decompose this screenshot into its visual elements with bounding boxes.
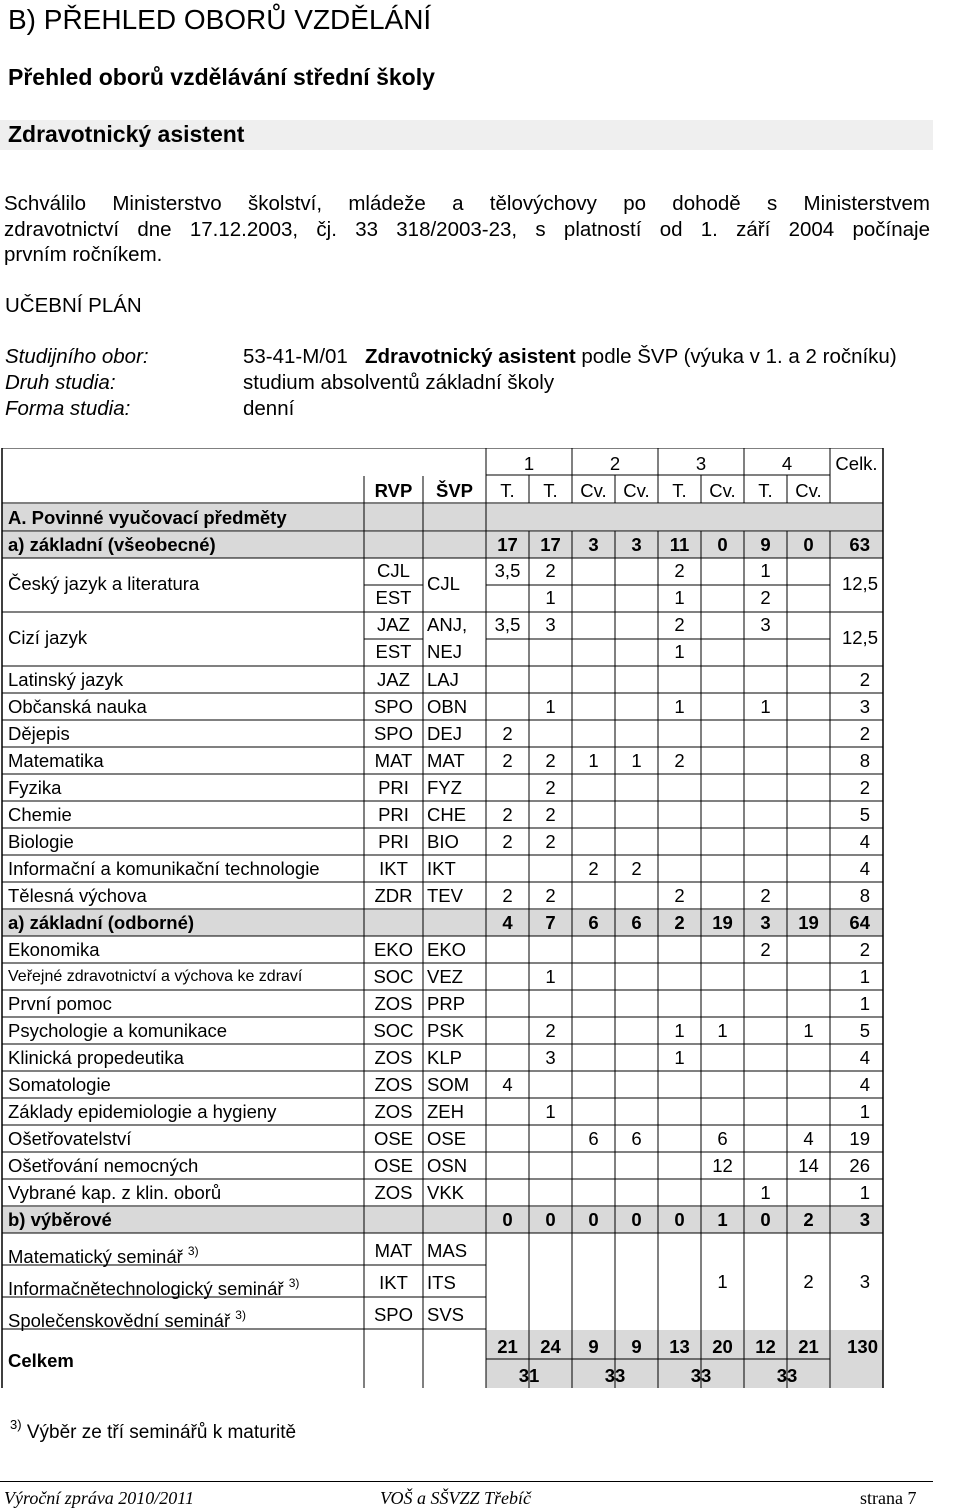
row-label: Tělesná výchova [8,885,147,906]
value-cell: 2 [502,723,513,744]
svp-code: NEJ [427,641,462,662]
value-cell: 3 [760,912,771,933]
obor-value [243,345,897,369]
value-cell: 2 [760,587,771,608]
svp-code: ZEH [427,1101,464,1122]
rvp-code: ZOS [374,1074,413,1095]
row-label: Chemie [8,804,72,825]
sub-header: T. [758,480,773,501]
rvp-code: ZOS [374,1047,413,1068]
value-cell: 6 [588,1128,599,1149]
rvp-code: PRI [378,777,409,798]
value-cell: 1 [760,560,771,581]
total-header: Celk. [835,453,878,474]
row-label: Klinická propedeutika [8,1047,184,1068]
rvp-code: JAZ [377,614,410,635]
value-cell: 2 [545,560,556,581]
svp-code: BIO [427,831,459,852]
footer-left: Výroční zpráva 2010/2011 [4,1488,194,1508]
seminar-label [8,1273,299,1299]
row-total: 4 [859,1047,870,1068]
value-cell: 4 [803,1128,814,1149]
rvp-code: OSE [373,1155,414,1176]
svp-code: MAS [427,1240,468,1261]
rvp-code: EST [375,587,412,608]
footer-right: strana 7 [860,1488,917,1508]
year-total: 31 [518,1365,540,1386]
rvp-code: SOC [373,966,414,987]
footer-center: VOŠ a SŠVZZ Třebíč [380,1488,531,1508]
value-cell: 2 [545,804,556,825]
value-cell: 2 [502,804,513,825]
value-cell: 13 [669,1336,690,1357]
value-cell: 2 [803,1209,814,1230]
value-cell: 7 [545,912,556,933]
row-label: Biologie [8,831,74,852]
footnote-mark: 3) [10,1417,22,1432]
year-total: 33 [604,1365,626,1386]
row-total: 8 [859,885,870,906]
value-cell: 0 [760,1209,771,1230]
year-header: 3 [695,453,707,474]
row-total: 12,5 [841,627,878,648]
row-label: Vybrané kap. z klin. oborů [8,1182,222,1203]
year-total: 33 [690,1365,712,1386]
obor-code: 53-41-M/01 [243,345,348,368]
svp-code: OBN [427,696,468,717]
rvp-code: SPO [373,696,414,717]
year-header: 2 [609,453,621,474]
rvp-code: ZOS [374,1182,413,1203]
sub-header: T. [672,480,687,501]
svp-header: ŠVP [435,480,474,501]
svp-code: SVS [427,1304,465,1325]
value-cell: 3 [631,534,642,555]
druh-label: Druh studia: [5,371,116,394]
svp-code: FYZ [427,777,462,798]
row-label: Informační a komunikační technologie [8,858,320,879]
row-total: 1 [859,1101,870,1122]
value-cell: 0 [803,534,814,555]
svp-code: PSK [427,1020,465,1041]
approval-line: zdravotnictví dne 17.12.2003, čj. 33 318/2003-23, s platností od 1. září 2004 počínaje [4,217,930,241]
rvp-code: MAT [374,1240,413,1261]
row-total: 2 [859,669,870,690]
svp-code: VEZ [427,966,463,987]
row-total: 3 [859,696,870,717]
seminar-label [8,1241,199,1267]
value-cell: 1 [674,1047,685,1068]
rvp-code: CJL [377,560,410,581]
row-total: 5 [859,804,870,825]
svp-code: OSN [427,1155,468,1176]
row-label: Dějepis [8,723,70,744]
row-label: Veřejné zdravotnictví a výchova ke zdraví [8,968,303,985]
row-label: První pomoc [8,993,112,1014]
sub-header: Cv. [709,480,736,501]
svp-code: ITS [427,1272,456,1293]
value-cell: 0 [588,1209,599,1230]
value-cell: 1 [545,696,556,717]
sub-header: Cv. [580,480,607,501]
row-total: 1 [859,1182,870,1203]
value-cell: 2 [674,885,685,906]
grand-total: 130 [847,1336,878,1357]
rvp-code: EKO [373,939,414,960]
value-cell: 2 [674,912,685,933]
value-cell: 1 [631,750,642,771]
value-cell: 17 [497,534,518,555]
svp-code: EKO [427,939,467,960]
value-cell: 1 [588,750,599,771]
value-cell: 2 [631,858,642,879]
forma-label: Forma studia: [5,397,131,420]
page-title: B) PŘEHLED OBORŮ VZDĚLÁNÍ [8,4,432,35]
value-cell: 3 [545,1047,556,1068]
rvp-code: PRI [378,831,409,852]
row-label: b) výběrové [8,1209,112,1230]
value-cell: 1 [717,1209,728,1230]
row-total: 19 [849,1128,870,1149]
value-cell: 6 [631,1128,642,1149]
row-label: Latinský jazyk [8,669,124,690]
svp-code: OSE [427,1128,467,1149]
value-cell: 6 [588,912,599,933]
row-label: Matematika [8,750,104,771]
seminar-name: Informačnětechnologický seminář [8,1278,284,1299]
row-total: 63 [849,534,870,555]
seminar-name: Společenskovědní seminář [8,1310,231,1331]
svp-code: SOM [427,1074,470,1095]
row-label: Základy epidemiologie a hygieny [8,1101,277,1122]
value-cell: 1 [545,966,556,987]
value-cell: 2 [545,750,556,771]
sub-header: T. [543,480,558,501]
row-label: Somatologie [8,1074,111,1095]
rvp-code: EST [375,641,412,662]
value-cell: 24 [540,1336,561,1357]
row-total: 64 [849,912,870,933]
row-label: a) základní (odborné) [8,912,195,933]
value-cell: 3 [545,614,556,635]
row-total: 2 [859,777,870,798]
svp-code: IKT [427,858,456,879]
sub-header: Cv. [795,480,822,501]
obor-suffix: podle ŠVP (výuka v 1. a 2 ročníku) [581,345,897,368]
value-cell: 6 [717,1128,728,1149]
value-cell: 0 [631,1209,642,1230]
row-total: 12,5 [841,573,878,594]
value-cell: 2 [760,939,771,960]
plan-heading: UČEBNÍ PLÁN [5,294,142,317]
value-cell: 1 [717,1271,728,1292]
section-title: Zdravotnický asistent [8,121,245,147]
svp-code: CJL [427,573,460,594]
rvp-code: MAT [374,750,413,771]
druh-value: studium absolventů základní školy [243,371,555,394]
row-total: 1 [859,966,870,987]
seminar-label [8,1305,246,1331]
forma-value: denní [243,397,295,420]
rvp-code: IKT [379,1272,408,1293]
value-cell: 1 [674,641,685,662]
rvp-code: PRI [378,804,409,825]
value-cell: 2 [545,777,556,798]
value-cell: 2 [674,614,685,635]
approval-line: Schválilo Ministerstvo školství, mládeže a tělovýchovy po dohodě s Ministerstvem [4,192,930,215]
sub-header: T. [500,480,515,501]
value-cell: 1 [545,1101,556,1122]
value-cell: 1 [717,1020,728,1041]
year-header: 1 [523,453,535,474]
rvp-code: SPO [373,1304,414,1325]
value-cell: 2 [588,858,599,879]
value-cell: 3,5 [494,614,521,635]
row-total: 5 [859,1020,870,1041]
value-cell: 21 [497,1336,518,1357]
value-cell: 2 [502,831,513,852]
value-cell: 2 [760,885,771,906]
value-cell: 2 [545,885,556,906]
footnote-text: Výběr ze tří seminářů k maturitě [26,1422,297,1443]
value-cell: 19 [712,912,733,933]
value-cell: 9 [760,534,771,555]
rvp-code: JAZ [377,669,410,690]
row-total: 4 [859,858,870,879]
rvp-code: ZOS [374,993,413,1014]
row-label: Ošetřovatelství [8,1128,132,1149]
row-label: Český jazyk a literatura [8,573,200,594]
rvp-code: ZDR [374,885,413,906]
value-cell: 2 [803,1271,814,1292]
svp-code: CHE [427,804,467,825]
obor-label: Studijního obor: [5,345,149,368]
value-cell: 12 [755,1336,776,1357]
value-cell: 2 [545,831,556,852]
row-total: 3 [859,1271,870,1292]
approval-paragraph [4,191,930,268]
value-cell: 2 [502,750,513,771]
row-label: Občanská nauka [8,696,147,717]
svp-code: MAT [427,750,465,771]
value-cell: 14 [798,1155,819,1176]
section-a-label: A. Povinné vyučovací předměty [8,507,287,528]
sub-header: Cv. [623,480,650,501]
value-cell: 17 [540,534,561,555]
value-cell: 1 [674,696,685,717]
svp-code: KLP [427,1047,462,1068]
study-plan-table [0,448,960,1388]
value-cell: 3,5 [494,560,521,581]
svp-code: DEJ [427,723,462,744]
value-cell: 3 [588,534,599,555]
year-total: 33 [776,1365,798,1386]
value-cell: 1 [674,1020,685,1041]
value-cell: 4 [502,1074,513,1095]
value-cell: 1 [674,587,685,608]
approval-line: prvním ročníkem. [4,243,163,266]
svp-code: VKK [427,1182,465,1203]
footnote-ref: 3) [187,1244,199,1258]
rvp-header: RVP [374,480,413,501]
row-total: 2 [859,723,870,744]
row-total: 2 [859,939,870,960]
value-cell: 20 [712,1336,733,1357]
row-label: Ekonomika [8,939,100,960]
rvp-code: ZOS [374,1101,413,1122]
value-cell: 2 [502,885,513,906]
value-cell: 2 [674,560,685,581]
row-total: 4 [859,1074,870,1095]
value-cell: 9 [588,1336,599,1357]
row-label: Ošetřování nemocných [8,1155,199,1176]
rvp-code: SPO [373,723,414,744]
value-cell: 6 [631,912,642,933]
svp-code: TEV [427,885,463,906]
seminar-name: Matematický seminář [8,1246,183,1267]
total-label: Celkem [8,1350,74,1371]
value-cell: 3 [760,614,771,635]
rvp-code: IKT [379,858,408,879]
value-cell: 1 [760,696,771,717]
svp-code: PRP [427,993,466,1014]
row-total: 26 [849,1155,870,1176]
footer-rule [0,1481,933,1482]
footnote-ref: 3) [288,1276,300,1290]
value-cell: 1 [545,587,556,608]
row-total: 4 [859,831,870,852]
value-cell: 0 [502,1209,513,1230]
value-cell: 12 [712,1155,733,1176]
svp-code: LAJ [427,669,459,690]
value-cell: 0 [674,1209,685,1230]
svp-code: ANJ, [427,614,468,635]
row-label: Cizí jazyk [8,627,88,648]
year-header: 4 [781,453,793,474]
value-cell: 0 [545,1209,556,1230]
value-cell: 19 [798,912,819,933]
value-cell: 2 [674,750,685,771]
value-cell: 4 [502,912,513,933]
footnote-ref: 3) [235,1308,246,1322]
value-cell: 0 [717,534,728,555]
rvp-code: OSE [373,1128,414,1149]
value-cell: 9 [631,1336,642,1357]
value-cell: 2 [545,1020,556,1041]
row-label: a) základní (všeobecné) [8,534,216,555]
row-label: Fyzika [8,777,62,798]
subtitle: Přehled oborů vzdělávání střední školy [8,64,435,90]
value-cell: 21 [798,1336,819,1357]
row-total: 3 [859,1209,870,1230]
row-total: 1 [859,993,870,1014]
value-cell: 11 [669,534,690,555]
row-total: 8 [859,750,870,771]
row-label: Psychologie a komunikace [8,1020,228,1041]
footnote [10,1417,296,1444]
value-cell: 1 [760,1182,771,1203]
obor-name: Zdravotnický asistent [364,345,576,368]
rvp-code: SOC [373,1020,414,1041]
value-cell: 1 [803,1020,814,1041]
